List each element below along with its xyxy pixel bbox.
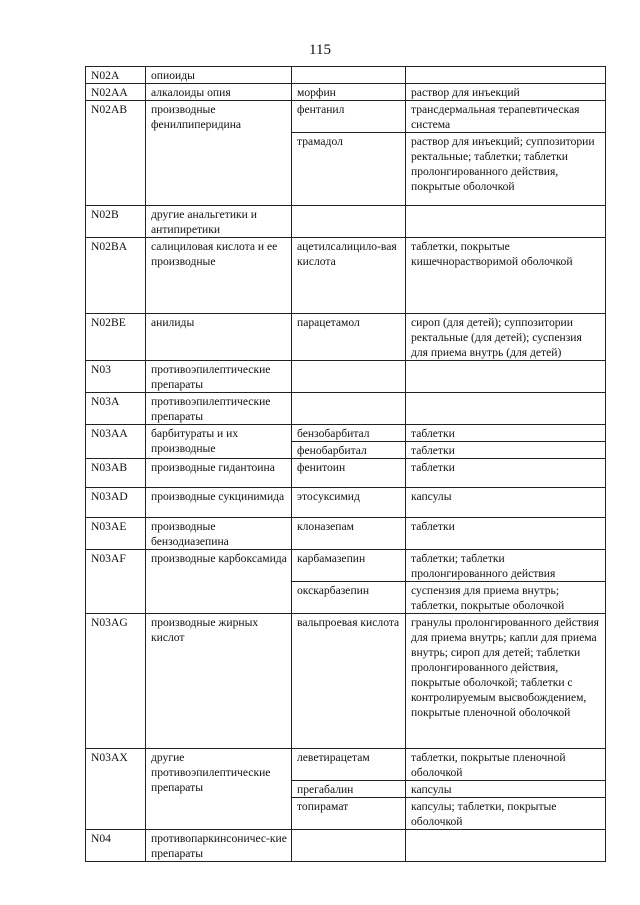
group-name-cell: другие анальгетики и антипиретики: [146, 206, 292, 238]
table-row: [86, 614, 606, 749]
group-name-cell: опиоиды: [146, 67, 292, 84]
drug-name-cell: [292, 830, 406, 862]
dosage-form-cell: [406, 67, 606, 84]
dosage-form-cell: трансдермальная терапевтическая система: [406, 101, 606, 133]
atc-code-cell: N03AX: [86, 749, 146, 830]
drug-name-cell: вальпроевая кислота: [292, 614, 406, 749]
page-number: 115: [309, 42, 331, 58]
table-row: [86, 518, 606, 550]
table-row: [86, 67, 606, 84]
atc-code-cell: N03AE: [86, 518, 146, 550]
dosage-form-cell: таблетки: [406, 518, 606, 550]
group-name-cell: производные фенилпиперидина: [146, 101, 292, 206]
group-name-cell: производные гидантоина: [146, 459, 292, 488]
dosage-form-cell: таблетки; таблетки пролонгированного действия: [406, 550, 606, 582]
table-row: [86, 459, 606, 488]
group-name-cell: противоэпилептические препараты: [146, 393, 292, 425]
drug-name-cell: окскарбазепин: [292, 582, 406, 614]
dosage-form-cell: раствор для инъекций; суппозитории ректальные; таблетки; таблетки пролонгированного действия, покрытые оболочкой: [406, 133, 606, 206]
group-name-cell: производные бензодиазепина: [146, 518, 292, 550]
dosage-form-cell: таблетки: [406, 425, 606, 442]
drug-name-cell: [292, 361, 406, 393]
atc-code-cell: N04: [86, 830, 146, 862]
dosage-form-cell: раствор для инъекций: [406, 84, 606, 101]
drug-name-cell: ацетилсалицило-вая кислота: [292, 238, 406, 314]
drug-name-cell: клоназепам: [292, 518, 406, 550]
dosage-form-cell: [406, 206, 606, 238]
atc-code-cell: N03AF: [86, 550, 146, 614]
drug-name-cell: бензобарбитал: [292, 425, 406, 442]
atc-code-cell: N02A: [86, 67, 146, 84]
table-row: [86, 361, 606, 393]
group-name-cell: анилиды: [146, 314, 292, 361]
drug-name-cell: карбамазепин: [292, 550, 406, 582]
dosage-form-cell: капсулы: [406, 488, 606, 518]
table-row: [86, 393, 606, 425]
atc-code-cell: N03AG: [86, 614, 146, 749]
dosage-form-cell: гранулы пролонгированного действия для приема внутрь; капли для приема внутрь; сироп для детей; таблетки пролонгированного действия, покрытые оболочкой; таблетки с контролируемым высвобождением, покрытые пленочной оболочкой: [406, 614, 606, 749]
group-name-cell: производные карбоксамида: [146, 550, 292, 614]
dosage-form-cell: капсулы; таблетки, покрытые оболочкой: [406, 798, 606, 830]
atc-code-cell: N03A: [86, 393, 146, 425]
drug-name-cell: фенитоин: [292, 459, 406, 488]
table-row: [86, 238, 606, 314]
table-row: [86, 84, 606, 101]
dosage-form-cell: капсулы: [406, 781, 606, 798]
group-name-cell: алкалоиды опия: [146, 84, 292, 101]
dosage-form-cell: суспензия для приема внутрь; таблетки, покрытые оболочкой: [406, 582, 606, 614]
group-name-cell: противопаркинсоничес-кие препараты: [146, 830, 292, 862]
drug-table: [85, 66, 606, 862]
drug-name-cell: трамадол: [292, 133, 406, 206]
table-row: [86, 206, 606, 238]
atc-code-cell: N02AB: [86, 101, 146, 206]
atc-code-cell: N02B: [86, 206, 146, 238]
drug-name-cell: [292, 67, 406, 84]
group-name-cell: барбитураты и их производные: [146, 425, 292, 459]
atc-code-cell: N02BA: [86, 238, 146, 314]
atc-code-cell: N03AA: [86, 425, 146, 459]
dosage-form-cell: сироп (для детей); суппозитории ректальные (для детей); суспензия для приема внутрь (для детей): [406, 314, 606, 361]
table-row: [86, 101, 606, 133]
drug-name-cell: парацетамол: [292, 314, 406, 361]
dosage-form-cell: [406, 393, 606, 425]
atc-code-cell: N03AB: [86, 459, 146, 488]
dosage-form-cell: таблетки, покрытые пленочной оболочкой: [406, 749, 606, 781]
dosage-form-cell: [406, 361, 606, 393]
atc-code-cell: N02AA: [86, 84, 146, 101]
drug-name-cell: [292, 206, 406, 238]
drug-name-cell: прегабалин: [292, 781, 406, 798]
drug-name-cell: морфин: [292, 84, 406, 101]
drug-name-cell: леветирацетам: [292, 749, 406, 781]
atc-code-cell: N02BE: [86, 314, 146, 361]
table-row: [86, 488, 606, 518]
table-row: [86, 550, 606, 582]
table-row: [86, 425, 606, 442]
group-name-cell: другие противоэпилептические препараты: [146, 749, 292, 830]
atc-code-cell: N03AD: [86, 488, 146, 518]
table-row: [86, 749, 606, 781]
drug-name-cell: фенобарбитал: [292, 442, 406, 459]
dosage-form-cell: таблетки: [406, 442, 606, 459]
group-name-cell: противоэпилептические препараты: [146, 361, 292, 393]
table-row: [86, 830, 606, 862]
drug-name-cell: фентанил: [292, 101, 406, 133]
group-name-cell: салициловая кислота и ее производные: [146, 238, 292, 314]
atc-code-cell: N03: [86, 361, 146, 393]
drug-name-cell: [292, 393, 406, 425]
drug-name-cell: топирамат: [292, 798, 406, 830]
dosage-form-cell: таблетки, покрытые кишечнорастворимой оболочкой: [406, 238, 606, 314]
group-name-cell: производные сукцинимида: [146, 488, 292, 518]
group-name-cell: производные жирных кислот: [146, 614, 292, 749]
dosage-form-cell: таблетки: [406, 459, 606, 488]
table-row: [86, 314, 606, 361]
drug-name-cell: этосуксимид: [292, 488, 406, 518]
dosage-form-cell: [406, 830, 606, 862]
